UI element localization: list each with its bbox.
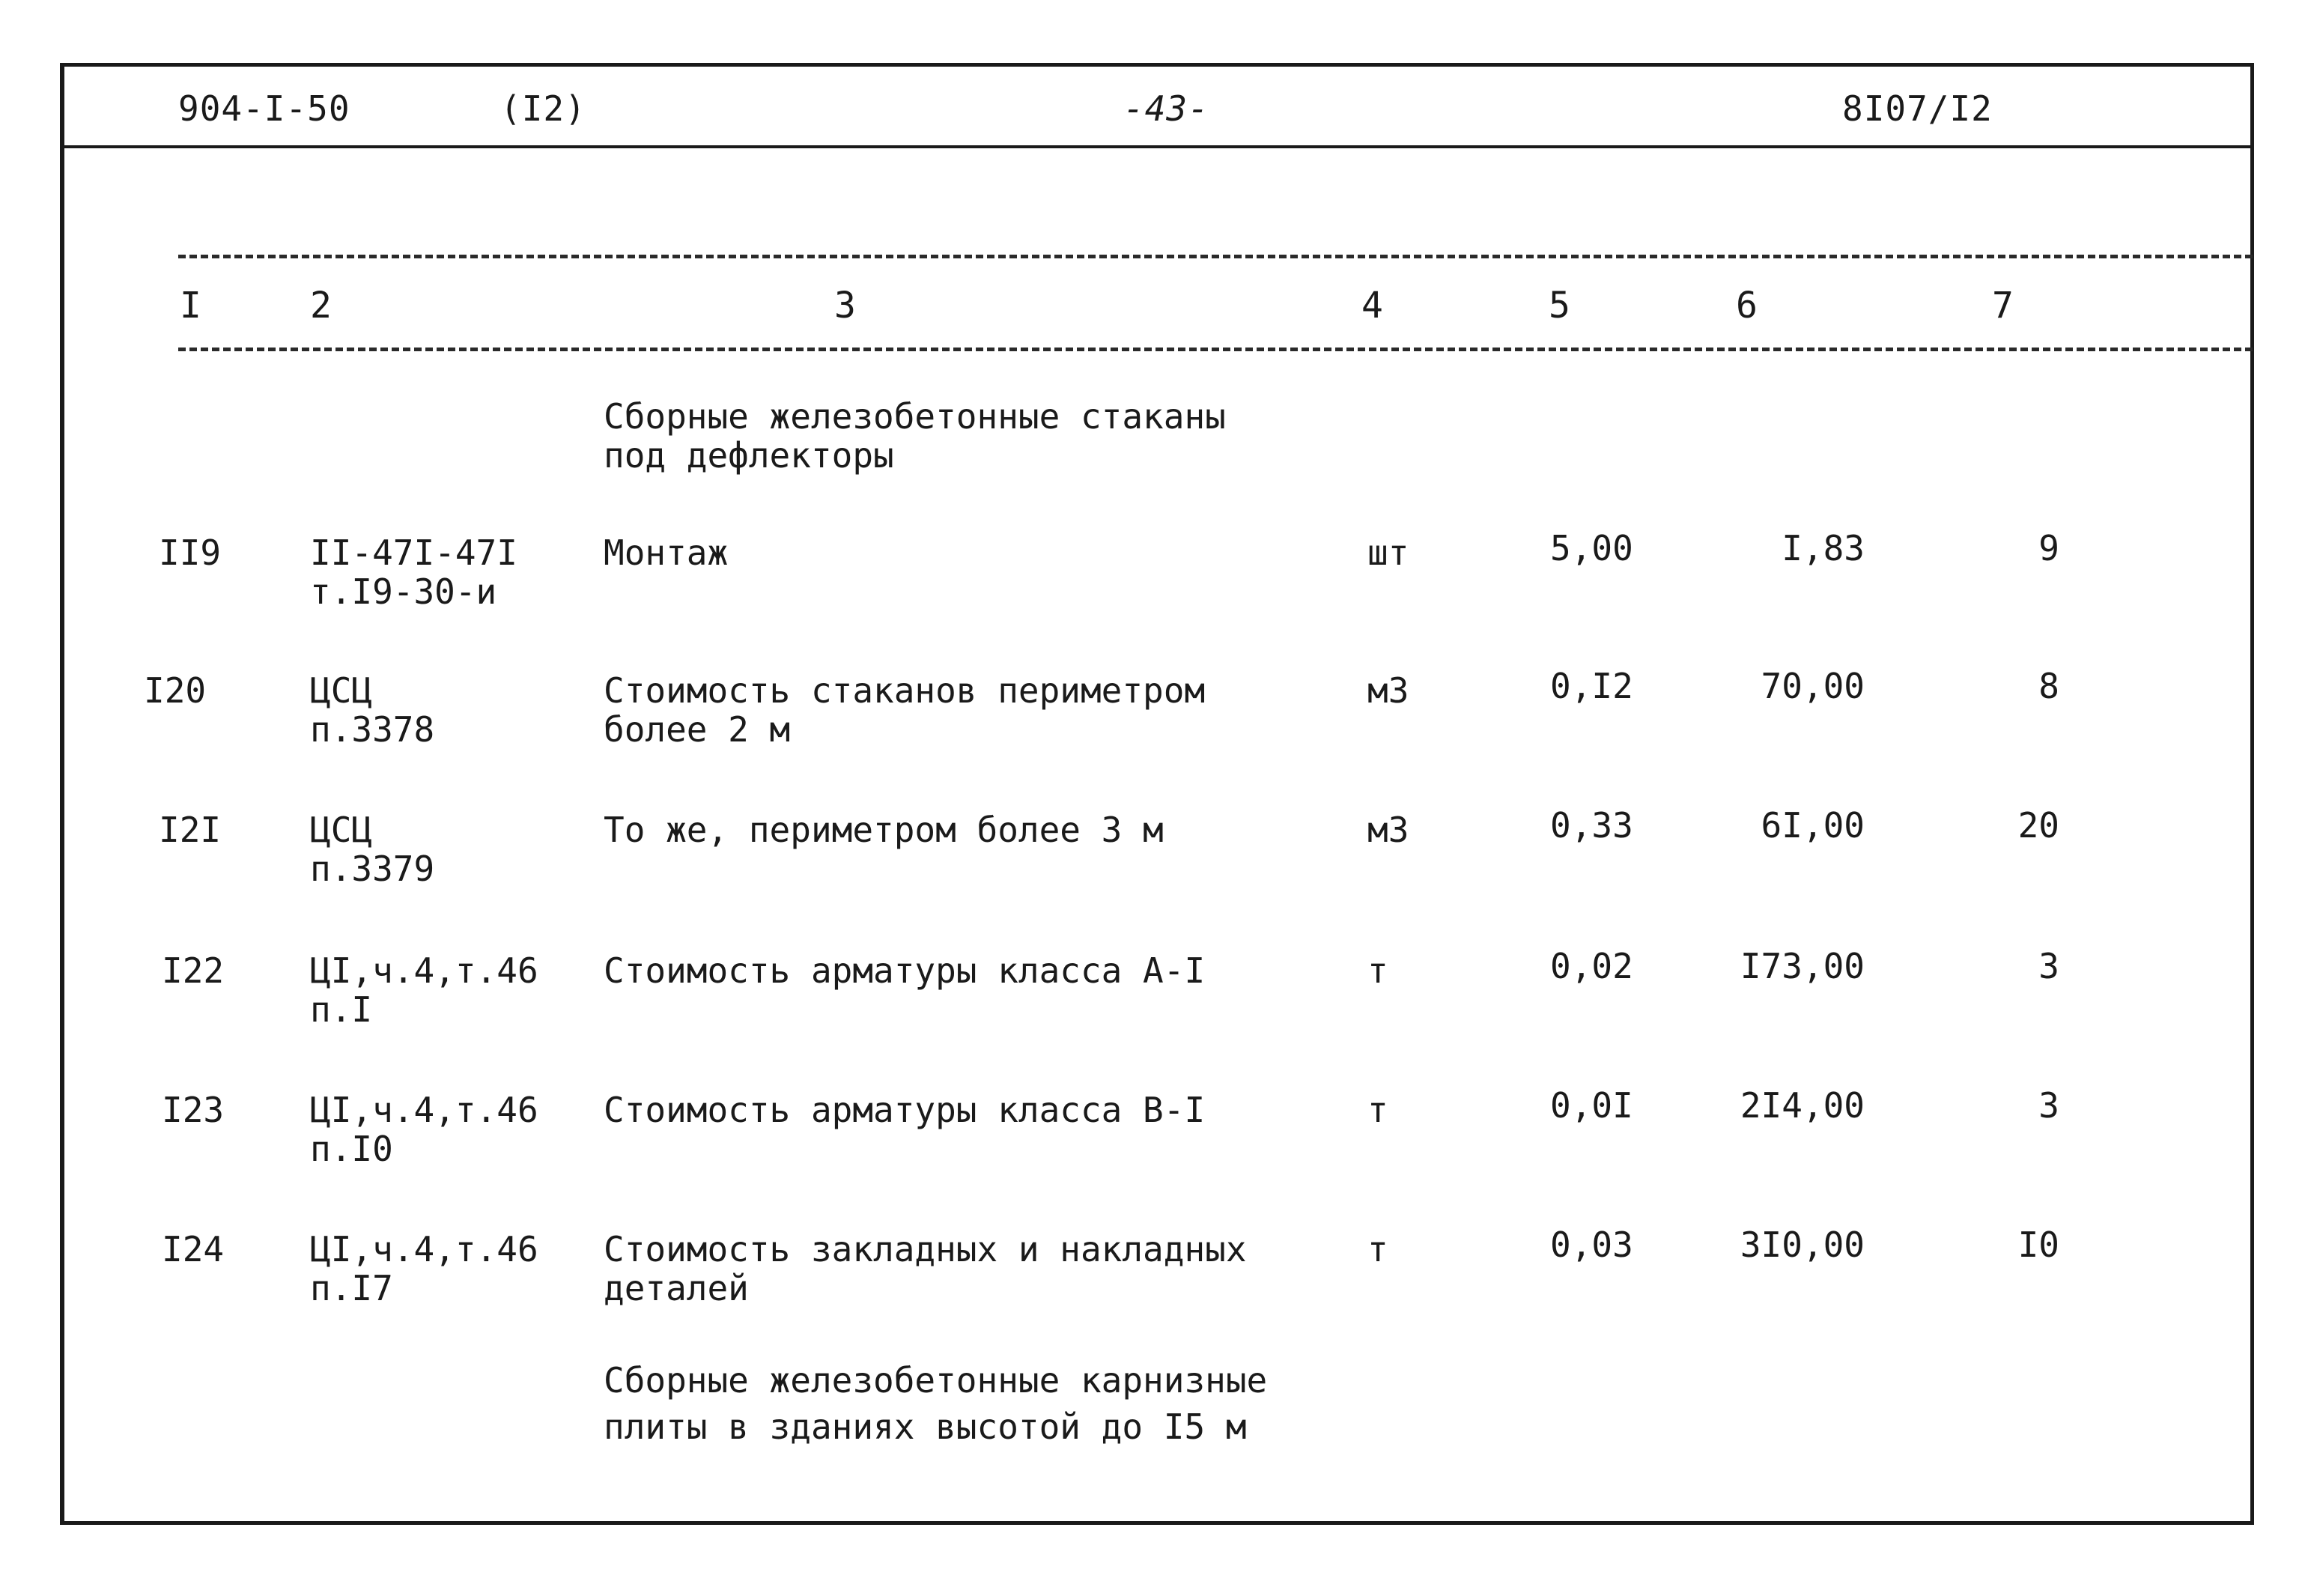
column-header-2: 2 xyxy=(310,285,332,327)
row-quantity: 0,02 xyxy=(1550,946,1633,986)
row-unit: м3 xyxy=(1367,670,1409,711)
row-description: Стоимость стаканов периметром более 2 м xyxy=(604,670,1206,750)
row-price: I73,00 xyxy=(1740,946,1865,986)
column-header-4: 4 xyxy=(1361,285,1383,327)
column-header-6: 6 xyxy=(1736,285,1758,327)
row-total: 20 xyxy=(2017,805,2059,846)
column-header-1: I xyxy=(180,285,201,327)
row-price: 70,00 xyxy=(1761,666,1865,706)
row-price: 3I0,00 xyxy=(1740,1225,1865,1265)
row-reference: ЦI,ч.4,т.46 п.I0 xyxy=(310,1090,538,1169)
row-reference: ЦI,ч.4,т.46 п.I7 xyxy=(310,1229,538,1308)
row-total: 8 xyxy=(2038,666,2059,706)
column-header-3: 3 xyxy=(834,285,856,327)
table-header-top-rule xyxy=(178,255,2253,258)
row-total: 3 xyxy=(2038,1085,2059,1126)
row-number: I22 xyxy=(162,950,225,991)
sheet-number: 8I07/I2 xyxy=(1842,88,1993,129)
row-quantity: 0,I2 xyxy=(1550,666,1633,706)
row-unit: т xyxy=(1367,1229,1388,1269)
row-description: Стоимость арматуры класса В-I xyxy=(604,1090,1206,1130)
row-description: Стоимость закладных и накладных деталей xyxy=(604,1229,1247,1308)
row-reference: ЦI,ч.4,т.46 п.I xyxy=(310,950,538,1030)
column-header-5: 5 xyxy=(1549,285,1570,327)
row-number: I20 xyxy=(144,670,207,711)
row-total: 9 xyxy=(2038,528,2059,568)
row-price: 6I,00 xyxy=(1761,805,1865,846)
row-unit: м3 xyxy=(1367,810,1409,850)
row-unit: т xyxy=(1367,1090,1388,1130)
row-unit: т xyxy=(1367,950,1388,991)
section-heading: Сборные железобетонные карнизные плиты в зданиях высотой до I5 м xyxy=(604,1360,1268,1447)
row-description: Монтаж xyxy=(604,532,729,573)
column-header-7: 7 xyxy=(1992,285,2014,327)
row-quantity: 0,03 xyxy=(1550,1225,1633,1265)
album-number: (I2) xyxy=(500,88,586,129)
section-heading: Сборные железобетонные стаканы под дефлекторы xyxy=(604,396,1226,476)
row-description: Стоимость арматуры класса А-I xyxy=(604,950,1206,991)
table-header-bottom-rule xyxy=(178,348,2253,351)
row-number: II9 xyxy=(159,532,222,573)
header-rule xyxy=(60,145,2254,148)
row-quantity: 0,33 xyxy=(1550,805,1633,846)
page-number: -43- xyxy=(1123,88,1209,129)
row-price: I,83 xyxy=(1782,528,1865,568)
row-number: I2I xyxy=(159,810,222,850)
row-price: 2I4,00 xyxy=(1740,1085,1865,1126)
row-quantity: 0,0I xyxy=(1550,1085,1633,1126)
row-description: То же, периметром более 3 м xyxy=(604,810,1164,850)
row-number: I23 xyxy=(162,1090,225,1130)
doc-code: 904-I-50 xyxy=(178,88,350,129)
row-reference: ЦСЦ п.3379 xyxy=(310,810,435,889)
row-reference: ЦСЦ п.3378 xyxy=(310,670,435,750)
row-total: 3 xyxy=(2038,946,2059,986)
row-quantity: 5,00 xyxy=(1550,528,1633,568)
row-unit: шт xyxy=(1367,532,1409,573)
row-total: I0 xyxy=(2017,1225,2059,1265)
row-reference: II-47I-47I т.I9-30-и xyxy=(310,532,517,612)
row-number: I24 xyxy=(162,1229,225,1269)
